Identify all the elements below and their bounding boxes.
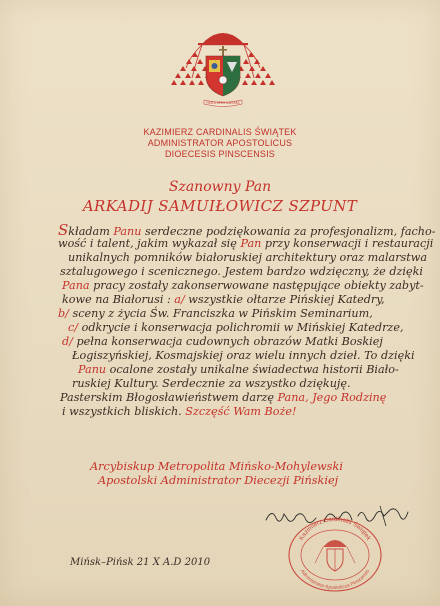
body-line — [78, 363, 399, 377]
body-emphasis: Szczęść Wam Boże! — [185, 405, 297, 418]
body-emphasis: Pana, Jego Rodzinę — [277, 391, 387, 404]
body-text: kładam — [68, 225, 114, 238]
body-line — [62, 279, 424, 293]
motto-text: FIDES SPES CARITAS — [206, 101, 240, 105]
closing-line-2: Apostolski Administrator Diecezji Pińskiej — [98, 474, 339, 487]
body-text: Pasterskim Błogosławieństwem darzę — [60, 391, 278, 404]
body-text: i wszystkich bliskich. — [62, 405, 186, 418]
body-line — [62, 405, 297, 419]
body-text: Łogiszyńskiej, Kosmajskiej oraz wielu innych dzieł. To dzięki — [72, 349, 415, 362]
header-line-2: ADMINISTRATOR APOSTOLICUS — [147, 138, 293, 148]
body-line — [68, 321, 404, 335]
stamp-ring-text: Kazimierz Cardinalis Świątek — [297, 515, 373, 542]
body-line — [58, 237, 433, 251]
body-emphasis: Panu — [113, 225, 142, 238]
body-text: serdeczne podziękowania za profesjonalizm, facho- — [141, 225, 436, 238]
body-text: wszystkie ołtarze Pińskiej Katedry, — [184, 293, 385, 306]
body-line — [68, 251, 427, 265]
official-seal-stamp — [285, 515, 385, 593]
body-text: odkrycie i konserwacja polichromii w Mińskiej Katedrze, — [78, 321, 404, 334]
body-text: sceny z życia Św. Franciszka w Pińskim Seminarium, — [68, 307, 373, 320]
body-text: przy konserwacji i restauracji — [261, 237, 434, 250]
body-text: ocalone zostały unikalne świadectwa historii Biało- — [106, 363, 399, 376]
body-line — [62, 293, 385, 307]
body-emphasis: Panu — [78, 363, 107, 376]
place-and-date: Mińsk–Pińsk 21 X A.D 2010 — [70, 557, 211, 568]
body-text: wość i talent, jakim wykazał się — [58, 237, 241, 250]
closing-line-1: Arcybiskup Metropolita Mińsko-Mohylewski — [90, 460, 343, 473]
body-emphasis: d/ — [62, 335, 73, 348]
stamp-ring-text-bottom: Administrator Apostolicus Pinscensis — [298, 568, 372, 592]
body-emphasis: a/ — [174, 293, 185, 306]
header-line-3: DIOECESIS PINSCENSIS — [164, 149, 276, 159]
body-line — [62, 335, 383, 349]
body-line — [58, 307, 373, 321]
body-text: unikalnych pomników białoruskiej architektury oraz malarstwa — [68, 251, 428, 264]
recipient-name: ARKADIJ SAMUIŁOWICZ SZPUNT — [82, 197, 358, 215]
body-line — [72, 349, 415, 363]
body-text: pełna konserwacja cudownych obrazów Matki Boskiej — [72, 335, 383, 348]
body-emphasis: Pan — [240, 237, 262, 250]
body-text: ruskiej Kultury. Serdecznie za wszystko dziękuję. — [72, 377, 351, 390]
body-text: pracy zostały zakonserwowane następujące obiekty zabyt- — [89, 279, 424, 292]
header-line-1: KAZIMIERZ CARDINALIS ŚWIĄTEK — [143, 127, 297, 137]
body-text: kowe na Białorusi : — [62, 293, 175, 306]
body-line — [72, 377, 351, 391]
body-emphasis: S — [58, 221, 69, 239]
salutation: Szanowny Pan — [168, 179, 272, 195]
body-emphasis: b/ — [58, 307, 69, 320]
cardinal-coat-of-arms — [168, 28, 278, 108]
body-emphasis: c/ — [68, 321, 79, 334]
body-emphasis: Pana — [62, 279, 90, 292]
body-line — [60, 265, 423, 279]
body-text: sztalugowego i scenicznego. Jestem bardzo wdzięczny, że dzięki — [60, 265, 423, 278]
body-line — [60, 391, 386, 405]
